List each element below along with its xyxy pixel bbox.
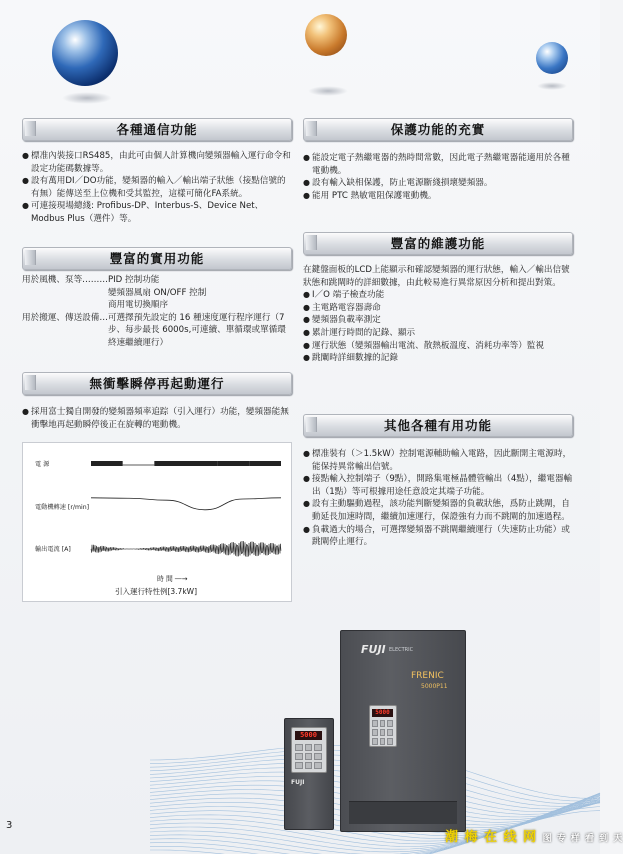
watermark-text: 潮 梅 在 线 网 xyxy=(445,830,538,845)
globe-shadow xyxy=(537,82,567,90)
section-title: 豐富的實用功能 xyxy=(109,251,205,266)
power-series-segment xyxy=(91,461,123,466)
power-series-segment xyxy=(218,461,250,466)
practical-row-line: 變頻器風扇 ON/OFF 控制 xyxy=(107,287,207,298)
globe-gold-center xyxy=(305,14,347,56)
brand-sub: ELECTRIC xyxy=(389,647,414,653)
globe-shadow xyxy=(62,92,112,104)
motor-speed-series xyxy=(91,498,281,510)
list-item: ● 主電路電容器壽命 xyxy=(303,302,575,315)
section-title: 豐富的維護功能 xyxy=(390,236,486,251)
section-header-practical xyxy=(22,247,292,270)
restart-list xyxy=(22,406,292,431)
globe-blue-right xyxy=(536,42,568,74)
section-header-other xyxy=(303,414,573,437)
led-display: 5000 xyxy=(295,731,322,740)
model-name: 5000P11 xyxy=(421,683,448,690)
list-item: ● 標准裝有（＞1.5kW）控制電源輔助輸入電路，因此斷開主電源時，能保持異常輸出信號。 xyxy=(303,448,575,473)
section-header-restart xyxy=(22,372,292,395)
keypad-keys xyxy=(295,744,322,769)
inverter-large-image xyxy=(340,630,466,832)
practical-row-line: 商用電切換順序 xyxy=(107,300,169,311)
power-series-segment xyxy=(249,461,281,466)
practical-row xyxy=(22,274,292,312)
protect-list xyxy=(303,152,573,202)
watermark-subtext: 图 专 样 看 到 天 xyxy=(542,834,623,844)
list-item: ● 可連接現場總綫: Profibus-DP、Interbus-S、Device Net、Modbus Plus（選件）等。 xyxy=(22,200,292,225)
practical-list xyxy=(22,274,292,350)
section-header-maint xyxy=(303,232,573,255)
maint-list xyxy=(303,264,575,365)
practical-row-line: 可選擇預先設定的 16 種速度運行程序運行（7 步、每步最長 6000s,可連續、單循環或單循環終速繼續運行） xyxy=(107,312,286,348)
chart-title: 引入運行特性例[3.7kW] xyxy=(114,587,198,596)
keypad-panel xyxy=(291,727,327,773)
list-item: ● 標准內裝接口RS485，由此可由個人計算機向變頻器輸入運行命令和設定功能碼數據等。 xyxy=(22,150,292,175)
list-item: ● 累計運行時間的記錄、顯示 xyxy=(303,327,575,340)
keypad-keys xyxy=(372,720,393,745)
list-item: ● I／O 端子檢查功能 xyxy=(303,289,575,302)
power-series-segment xyxy=(154,461,186,466)
list-item: ● 能用 PTC 熱敏電阻保護電動機。 xyxy=(303,190,573,203)
practical-row xyxy=(22,312,292,350)
list-item: ● 接點輸入控制端子（9點），開路集電極晶體管輸出（4點），繼電器輸出（1點）等可根據用途任意設定其端子功能。 xyxy=(303,473,575,498)
series-label: 輸出電流 [A] xyxy=(35,546,71,553)
list-item: ● 負載過大的場合，可選擇變頻器不跳閘繼續運行（失速防止功能）或跳閘停止運行。 xyxy=(303,524,575,549)
list-item: ● 設有萬用DI／DO功能，變頻器的輸入／輸出端子狀態（接點信號的有無）能傳送至上位機和受其監控，這樣可簡化FA系統。 xyxy=(22,175,292,200)
keypad-panel xyxy=(369,705,397,747)
list-item: ● 設有主動驅動過程，該功能判斷變頻器的負載狀態，爲防止跳閘，自動延長加速時間，繼續加速運行，保證強有力而不跳閘的加速過程。 xyxy=(303,498,575,523)
series-label: 電動機轉速 [r/min] xyxy=(35,504,90,511)
maint-intro: 在鍵盤面板的LCD上能顯示和確認變頻器的運行狀態，輸入／輸出信號狀態和跳閘時的詳細數據，由此較易進行異常原因分析和提出對策。 xyxy=(303,265,570,288)
led-display: 5000 xyxy=(372,709,393,717)
section-title: 保護功能的充實 xyxy=(390,122,486,137)
other-list xyxy=(303,448,575,549)
globe-blue-left xyxy=(52,20,118,86)
practical-row-key: 用於風機、泵等……… xyxy=(22,275,108,285)
brand-logo: FUJI xyxy=(361,643,386,656)
inverter-small-image xyxy=(284,718,334,830)
terminal-cover xyxy=(349,801,457,824)
restart-characteristic-chart xyxy=(22,442,292,602)
globe-shadow xyxy=(308,86,348,96)
x-axis-label: 時 間 ―→ xyxy=(157,575,188,583)
page-number: 3 xyxy=(6,820,13,831)
list-item: ● 設有輸入缺相保護，防止電源斷綫損壞變頻器。 xyxy=(303,177,573,190)
list-item: ● 變頻器負載率測定 xyxy=(303,314,575,327)
practical-row-values xyxy=(108,274,292,312)
practical-row-key: 用於搬運、傳送設備… xyxy=(22,312,108,323)
list-item: ● 能設定電子熱繼電器的熱時間常數，因此電子熱繼電器能適用於各種電動機。 xyxy=(303,152,573,177)
list-item: ● 跳闡時詳細數據的記錄 xyxy=(303,352,575,365)
practical-row-line: PID 控制功能 xyxy=(107,275,160,285)
series-label: 電 源 xyxy=(35,461,50,468)
series-name: FRENIC xyxy=(411,671,444,681)
comm-list xyxy=(22,150,292,226)
section-title: 各種通信功能 xyxy=(116,122,198,137)
watermark xyxy=(445,826,623,845)
section-header-protect xyxy=(303,118,573,141)
power-series-segment xyxy=(186,461,218,466)
brand-logo: FUJI xyxy=(291,779,305,786)
list-item: ● 採用富士獨自開發的變頻器頻率追踪（引入運行）功能，變頻器能無衝擊地再起動瞬停後正在旋轉的電動機。 xyxy=(22,406,292,431)
section-header-comm xyxy=(22,118,292,141)
section-title: 無衝擊瞬停再起動運行 xyxy=(89,376,225,391)
list-item: ● 運行狀態（變頻器輸出電流、散熱板溫度、消耗功率等）監視 xyxy=(303,340,575,353)
section-title: 其他各種有用功能 xyxy=(383,418,492,433)
